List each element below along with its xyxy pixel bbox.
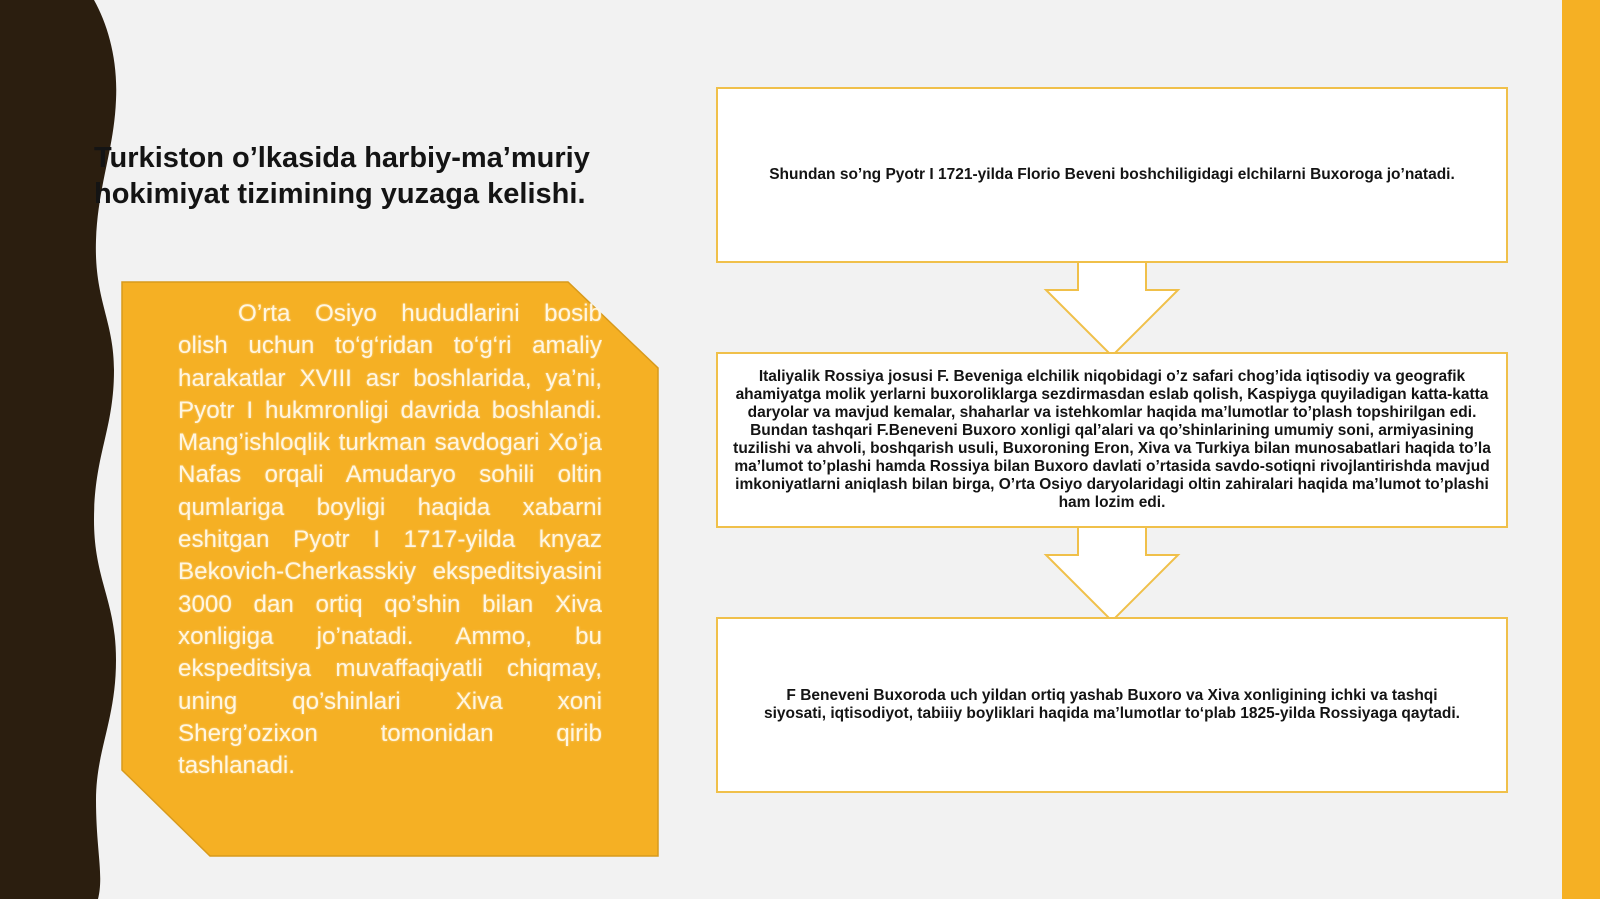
flow-box-1-text: Shundan so’ng Pyotr I 1721-yilda Florio Beveni boshchiligidagi elchilarni Buxoroga jo’natadi. bbox=[769, 166, 1455, 183]
slide-title: Turkiston o’lkasida harbiy-ma’muriy hokimiyat tizimining yuzaga kelishi. bbox=[94, 142, 590, 210]
flow-box-3-text: F Beneveni Buxoroda uch yildan ortiq yashab Buxoro va Xiva xonligining ichki va tashqi siyosati, iqtisodiyot, tabiiiy boyliklari haqida ma’lumotlar to‘plab 1825-yilda Rossiyaga qaytadi. bbox=[764, 687, 1460, 722]
flow-box-3 bbox=[716, 617, 1508, 793]
flow-box-2 bbox=[716, 352, 1508, 528]
flow-box-1 bbox=[716, 87, 1508, 263]
down-arrow-icon bbox=[1042, 260, 1182, 360]
body-paragraph: O’rta Osiyo hududlarini bosib olish uchun to‘g‘ridan to‘g‘ri amaliy harakatlar XVIII asr boshlarida, ya’ni, Pyotr I hukmronligi davrida boshlandi. Mang’ishloqlik turkman savdogari Xo’ja Nafas orqali Amudaryo sohili oltin qumlariga boyligi haqida xabarni eshitgan Pyotr I 1717-yilda knyaz Bekovich-Cherkasskiy ekspeditsiyasini 3000 dan ortiq qo’shin bilan Xiva xonligiga jo’natadi. Ammo, bu ekspeditsiya muvaffaqiyatli chiqmay, uning qo’shinlari Xiva xoni Sherg’ozixon tomonidan qirib tashlanadi. bbox=[178, 300, 602, 780]
right-accent-band bbox=[1562, 0, 1600, 899]
flow-box-2-text: Italiyalik Rossiya josusi F. Beveniga elchilik niqobidagi o’z safari chog’ida iqtisodiy va geografik ahamiyatga molik yerlarni buxoroliklarga sezdirmasdan eslab qolish, Kaspiyga quyiladigan katta-katta daryolar va mavjud kemalar, shaharlar va istehkomlar haqida ma’lumotlar to’plash topshirilgan edi. Bundan tashqari F.Beneveni Buxoro xonligi qal’alari va qo’shinlarining umumiy soni, armiyasining tuzilishi va ahvoli, boshqarish usuli, Buxoroning Eron, Xiva va Turkiya bilan munosabatlari haqida to’la ma’lumot to’plashi hamda Rossiya bilan Buxoro davlati o’rtasida savdo-sotiqni rivojlantirishda mavjud imkoniyatlarni aniqlash bilan birga, O’rta Osiyo daryolaridagi oltin zahiralari haqida ma’lumot to’plashi ham lozim edi. bbox=[733, 368, 1491, 511]
left-decorative-band bbox=[0, 0, 130, 899]
down-arrow-icon bbox=[1042, 525, 1182, 625]
